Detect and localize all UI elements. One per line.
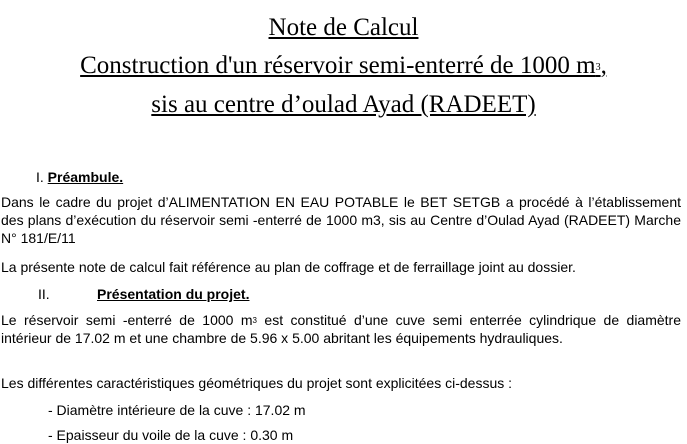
section-heading-preambule xyxy=(36,168,123,186)
list-item: - Epaisseur du voile de la cuve : 0.30 m xyxy=(48,427,294,443)
title-line-2: Construction d'un réservoir semi-enterré de 1000 m xyxy=(80,52,596,79)
document-subtitle xyxy=(0,51,687,81)
section-number-presentation: II. xyxy=(38,286,50,302)
section-heading-presentation: Présentation du projet. xyxy=(97,286,250,302)
list-item: - Diamètre intérieure de la cuve : 17.02 m xyxy=(48,402,306,418)
unit-superscript: 3 xyxy=(252,316,257,325)
paragraph-context: Dans le cadre du projet d’ALIMENTATION EN EAU POTABLE le BET SETGB a procédé à l’établissement des plans d’exécution du réservoir semi -enterré de 1000 m3, sis au Centre d’Oulad Ayad (RADEET) Marche N° 181/E/11 xyxy=(1,194,681,246)
document-title xyxy=(0,13,687,43)
title-line-2-tail: , xyxy=(600,52,607,79)
title-line-1: Note de Calcul xyxy=(268,14,419,41)
paragraph-description xyxy=(1,311,681,347)
paragraph-reference: La présente note de calcul fait référence au plan de coffrage et de ferraillage joint au dossier. xyxy=(1,259,576,275)
document-location xyxy=(0,90,687,120)
title-superscript: 3 xyxy=(595,62,601,73)
section-label: Préambule. xyxy=(47,169,124,185)
paragraph-characteristics-intro: Les différentes caractéristiques géométriques du projet sont explicitées ci-dessus : xyxy=(1,375,513,391)
paragraph-description-end: est constitué d’une cuve semi enterrée cylindrique de diamètre intérieur de 17.02 m et une chambre de 5.96 x 5.00 abritant les équipements hydrauliques. xyxy=(1,312,681,346)
title-line-3: sis au centre d’oulad Ayad (RADEET) xyxy=(151,91,536,118)
section-number: I. xyxy=(36,169,44,185)
paragraph-description-start: Le réservoir semi -enterré de 1000 m xyxy=(1,312,253,328)
